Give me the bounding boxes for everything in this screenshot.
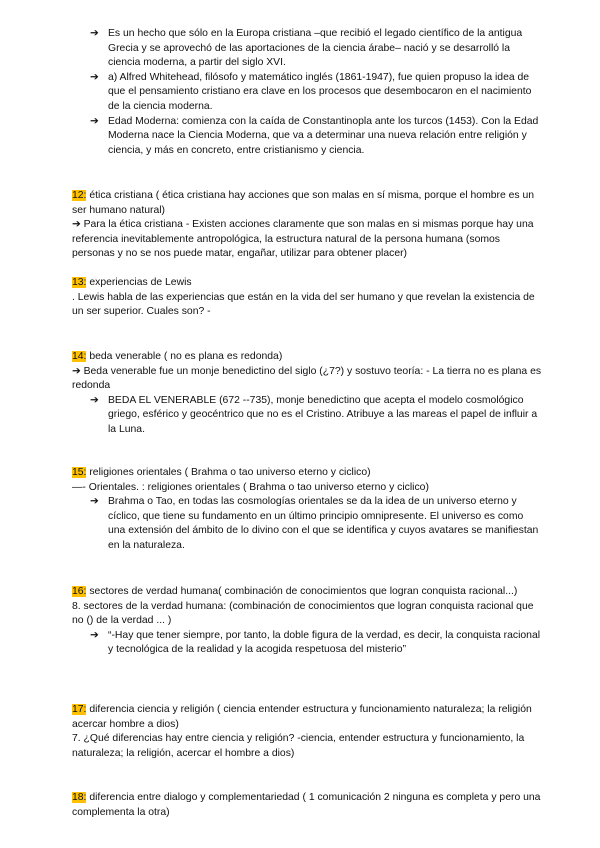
arrow-icon: ➔ (90, 28, 99, 39)
section-14 (72, 350, 542, 438)
arrow-icon: ➔ (90, 71, 99, 83)
section-12 (72, 189, 542, 262)
list-item (72, 394, 542, 438)
arrow-icon: ➔ (90, 496, 99, 508)
section-heading (72, 791, 542, 820)
arrow-icon: ➔ (90, 629, 99, 641)
section-bullet-list (72, 629, 542, 658)
list-item (72, 629, 542, 658)
section-number: 12: (72, 190, 87, 201)
bullet-text: Es un hecho que sólo en la Europa cristiana –que recibió el legado científico de la antigua Grecia y se aprovechó de las aportaciones de la ciencia árabe– nació y se desarrolló la ciencia moderna, a partir del siglo XVI. (108, 28, 523, 69)
section-heading (72, 703, 542, 732)
section-number: 18: (72, 792, 87, 803)
section-body: —- Orientales. : religiones orientales ( Brahma o tao universo eterno y ciclico) (72, 481, 429, 493)
section-16 (72, 585, 542, 658)
bullet-text: Brahma o Tao, en todas las cosmologías orientales se da la idea de un universo eterno y cíclico, que tiene su fundamento en un último principio omnipresente. El universo es como una extensión del ámbito de lo divino con el que se identifica y cuyos avatares se manifiestan en la naturaleza. (108, 496, 539, 551)
section-13 (72, 276, 542, 320)
section-bullet-list (72, 495, 542, 553)
arrow-icon: ➔ (90, 115, 99, 127)
section-heading (72, 276, 542, 291)
section-number: 14: (72, 351, 87, 362)
arrow-icon: ➔ (90, 394, 99, 406)
list-item (72, 71, 542, 115)
section-number: 13: (72, 277, 87, 288)
section-body: ➔ Para la ética cristiana - Existen acciones claramente que son malas en si mismas porque hay una referencia inevitablemente antropológica, la estructura natural de la persona humana (somos personas y no se nos puede matar, engañar, utilizar para obtener placer) (72, 219, 534, 260)
list-item (72, 27, 542, 71)
section-title: diferencia entre dialogo y complementariedad ( 1 comunicación 2 ninguna es completa y pero una complementa la otra) (72, 792, 541, 818)
section-body: . Lewis habla de las experiencias que están en la vida del ser humano y que revelan la existencia de un ser superior. Cuales son? - (72, 291, 535, 318)
section-17 (72, 703, 542, 761)
list-item (72, 495, 542, 553)
bullet-text: BEDA EL VENERABLE (672 --735), monje benedictino que acepta el modelo cosmológico griego, esférico y geocéntrico que no es el Cristino. Atribuye a las mareas el papel de influir a la Luna. (108, 394, 538, 435)
section-body: ➔ Beda venerable fue un monje benedictino del siglo (¿7?) y sostuvo teoría: - La tierra no es plana es redonda (72, 365, 542, 392)
section-title: religiones orientales ( Brahma o tao universo eterno y ciclico) (86, 467, 371, 478)
section-title: experiencias de Lewis (86, 277, 192, 288)
section-title: sectores de verdad humana( combinación de conocimientos que logran conquista racional...) (86, 586, 518, 597)
section-title: ética cristiana ( ética cristiana hay acciones que son malas en sí misma, porque el hombre es un ser humano natural) (72, 190, 535, 216)
section-heading (72, 585, 542, 600)
section-number: 15: (72, 467, 87, 478)
section-heading (72, 350, 542, 365)
section-body: 7. ¿Qué diferencias hay entre ciencia y religión? -ciencia, entender estructura y funcionamiento, la naturaleza; la religión, acercar el hombre a dios) (72, 733, 525, 759)
bullet-text: a) Alfred Whitehead, filósofo y matemático inglés (1861-1947), fue quien propuso la idea de que el pensamiento cristiano era clave en los procesos que desembocaron en el nacimiento de la ciencia moderna. (108, 71, 532, 112)
intro-section (72, 27, 542, 158)
section-bullet-list (72, 394, 542, 438)
section-body: 8. sectores de la verdad humana: (combinación de conocimientos que logran conquista racional que no () de la verdad ... ) (72, 600, 534, 627)
intro-bullet-list (72, 27, 542, 158)
section-heading (72, 189, 542, 218)
section-number: 16: (72, 586, 87, 597)
section-18 (72, 791, 542, 820)
bullet-text: Edad Moderna: comienza con la caída de Constantinopla ante los turcos (1453). Con la Edad Moderna nace la Ciencia Moderna, que va a determinar una nueva relación entre religión y ciencia, y más en concreto, entre cristianismo y ciencia. (108, 115, 539, 156)
list-item (72, 115, 542, 159)
section-number: 17: (72, 704, 87, 715)
section-heading (72, 466, 542, 481)
section-title: diferencia ciencia y religión ( ciencia entender estructura y funcionamiento naturaleza; la religión acercar hombre a dios) (72, 704, 532, 730)
section-15 (72, 466, 542, 554)
bullet-text: “-Hay que tener siempre, por tanto, la doble figura de la verdad, es decir, la conquista racional y tecnológica de la realidad y la acogida respetuosa del misterio” (108, 629, 541, 656)
section-title: beda venerable ( no es plana es redonda) (86, 351, 283, 362)
